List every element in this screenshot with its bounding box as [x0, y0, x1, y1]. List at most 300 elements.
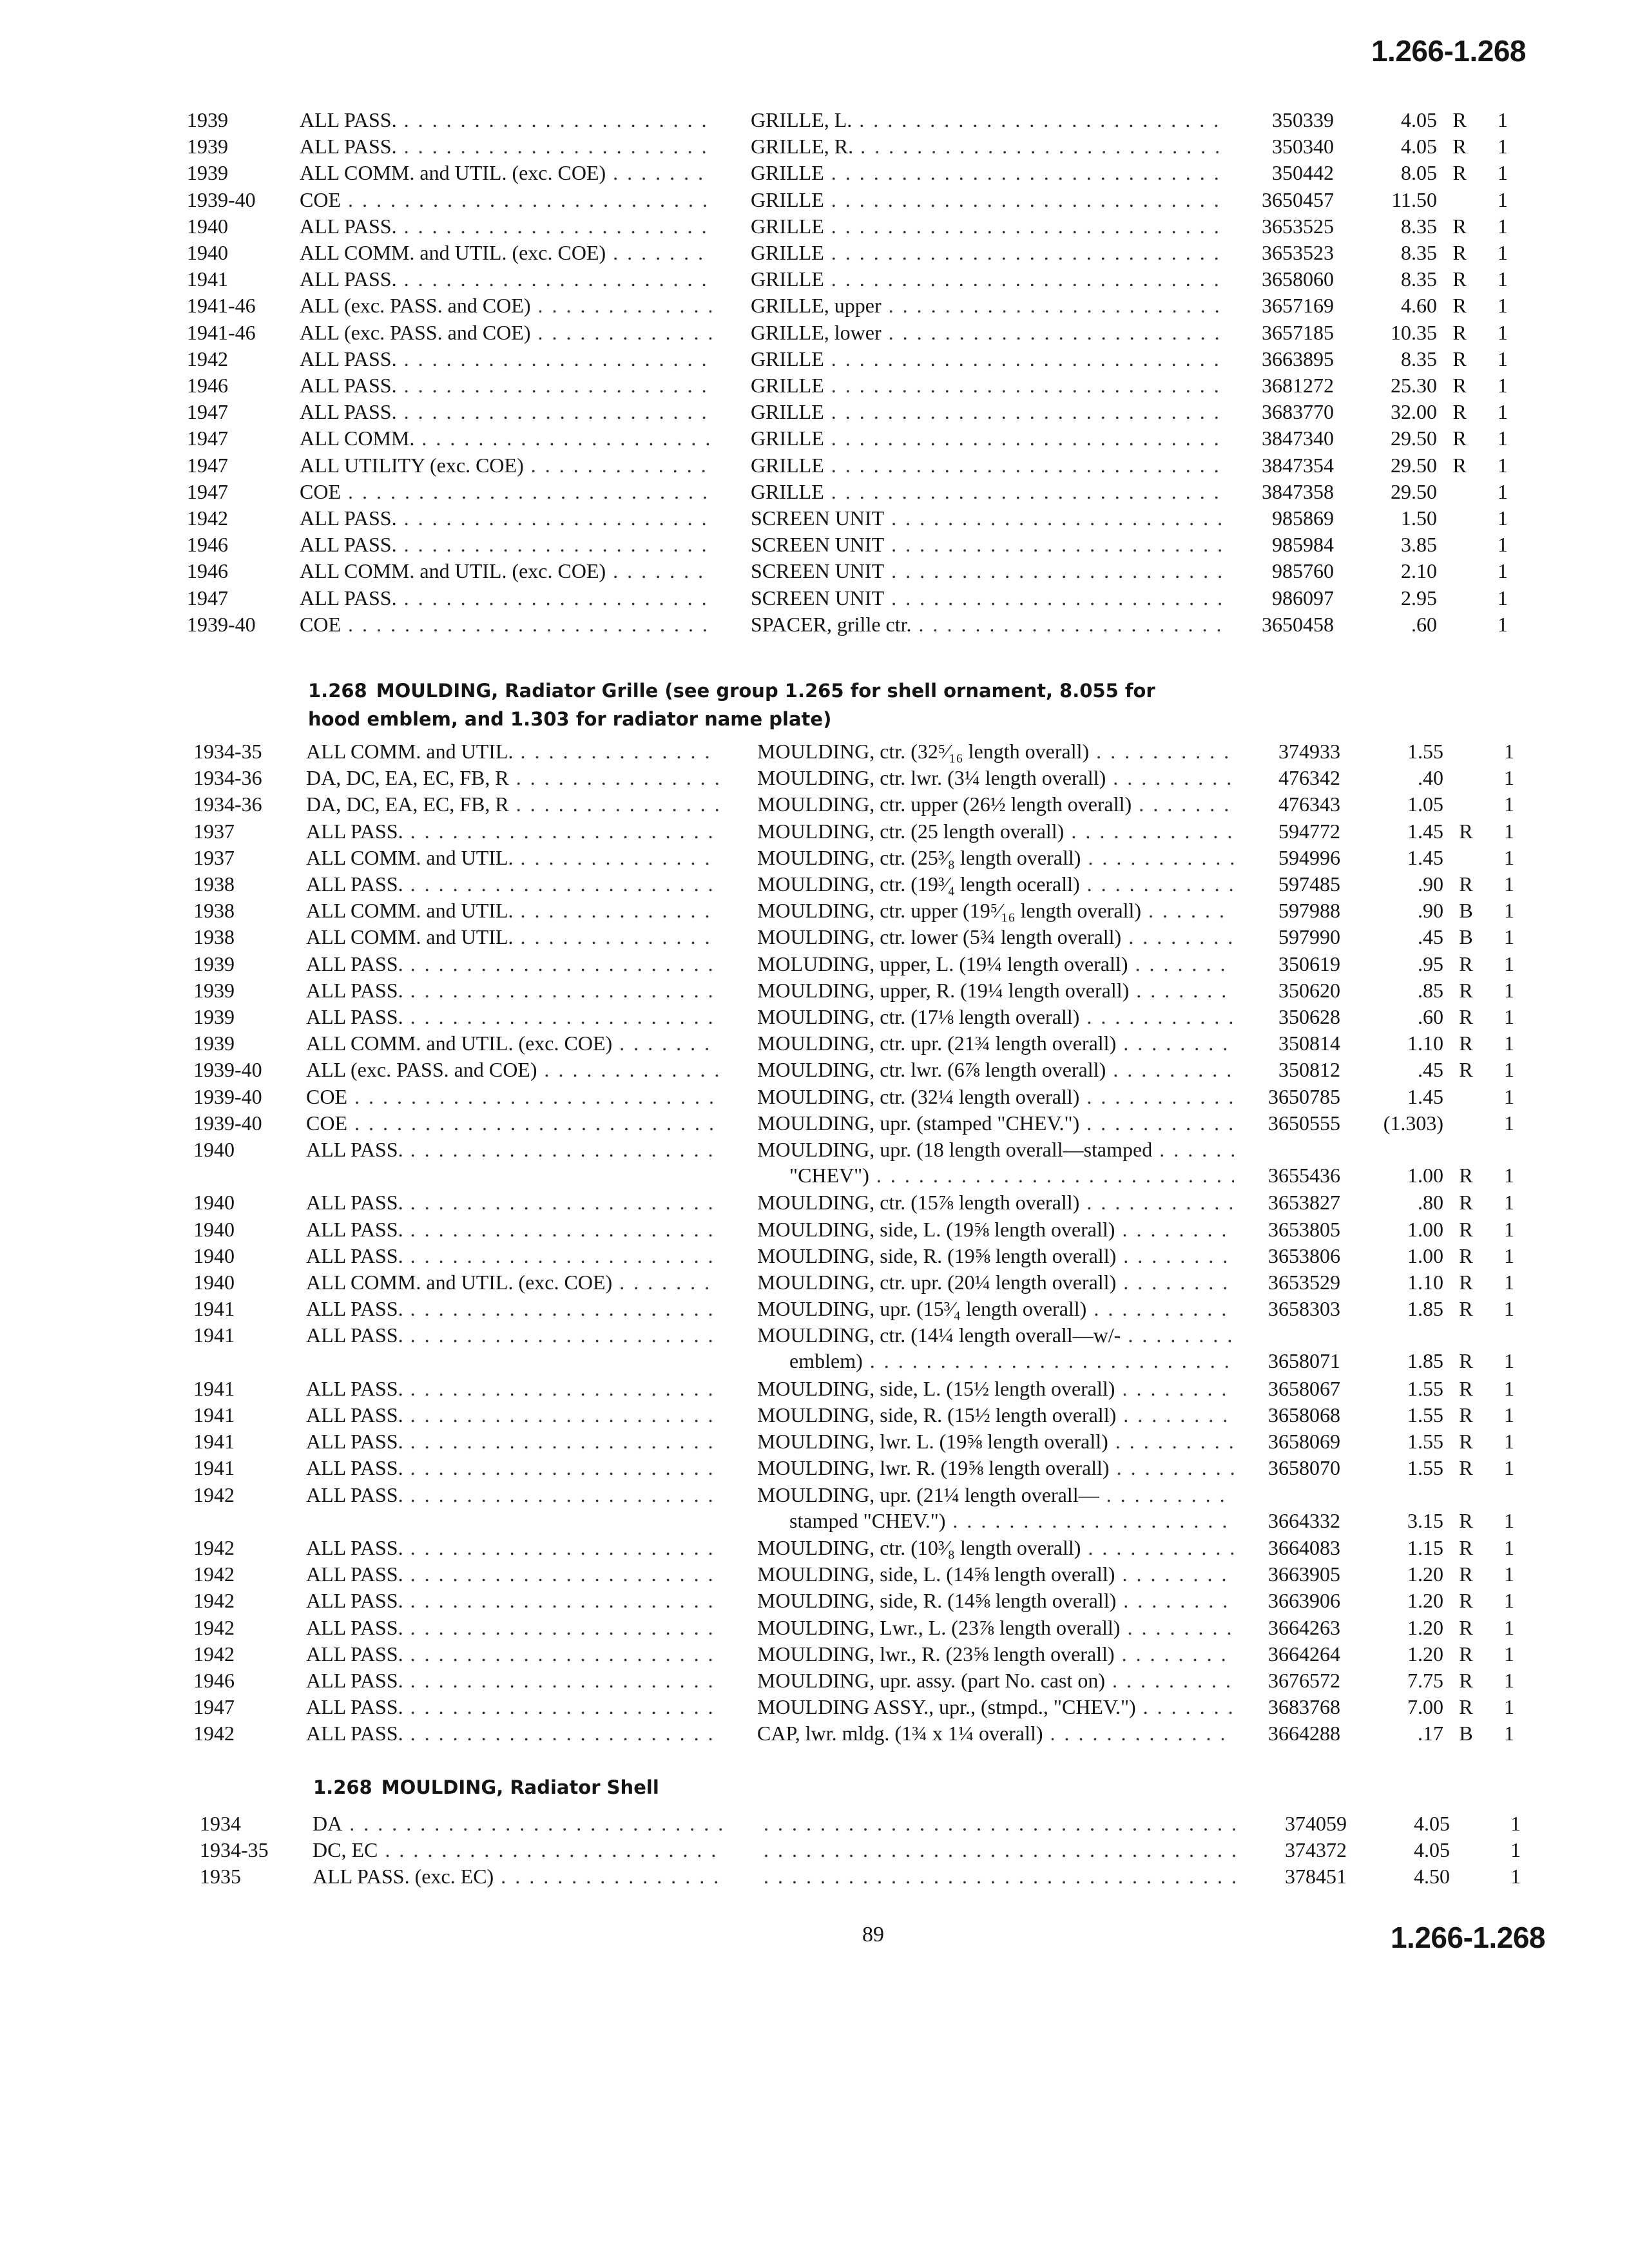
model-cell: ALL COMM. and UTIL. (exc. COE) . . .	[300, 559, 712, 583]
year-cell: 1941	[193, 1456, 235, 1480]
part-number-cell: 3681272	[1262, 374, 1334, 397]
table-row	[0, 135, 1547, 162]
table-row	[0, 347, 1547, 374]
model-cell: COE . . .	[306, 1111, 718, 1135]
part-number-cell: 3658069	[1268, 1430, 1340, 1454]
model-cell: ALL PASS. . . .	[306, 1403, 718, 1427]
part-number-cell: 350814	[1278, 1032, 1340, 1055]
year-cell: 1941-46	[187, 294, 256, 318]
price-cell: .17	[1418, 1722, 1443, 1745]
model-cell: ALL PASS. . . .	[300, 215, 712, 238]
quantity-cell: 1	[1504, 1164, 1514, 1187]
price-cell: 2.95	[1401, 586, 1437, 610]
quantity-cell: 1	[1504, 1271, 1514, 1294]
quantity-cell: 1	[1498, 347, 1508, 370]
table-row	[0, 374, 1547, 401]
part-number-cell: 3663906	[1268, 1589, 1340, 1613]
price-cell: 1.50	[1401, 506, 1437, 530]
code-cell: R	[1452, 267, 1467, 291]
year-cell: 1938	[193, 872, 235, 896]
quantity-cell: 1	[1504, 1589, 1514, 1613]
table-row	[6, 1456, 1553, 1483]
model-cell: ALL PASS. . . .	[306, 1616, 718, 1640]
quantity-cell: 1	[1504, 1508, 1514, 1532]
table-row	[0, 559, 1547, 586]
price-cell: 2.10	[1401, 559, 1437, 583]
quantity-cell: 1	[1504, 1244, 1514, 1267]
description-cell	[764, 1838, 1240, 1862]
price-cell: 3.15	[1407, 1508, 1443, 1532]
model-cell: ALL PASS. . . .	[306, 1669, 718, 1693]
part-number-cell: 3676572	[1268, 1669, 1340, 1692]
year-cell: 1940	[193, 1191, 235, 1215]
quantity-cell: 1	[1504, 1376, 1514, 1400]
part-number-cell: 594996	[1278, 845, 1340, 869]
price-cell: 1.20	[1407, 1589, 1443, 1613]
description-cell: MOULDING, Lwr., L. (23⅞ length overall) . . .	[757, 1616, 1234, 1640]
model-cell: ALL PASS. . . .	[306, 1456, 718, 1480]
quantity-cell: 1	[1498, 187, 1508, 211]
shell-moulding-heading	[313, 1773, 659, 1802]
price-cell: 1.10	[1407, 1271, 1443, 1294]
page-footer-code: 1.266-1.268	[1390, 1921, 1545, 1954]
price-cell: 1.10	[1407, 1032, 1443, 1055]
quantity-cell: 1	[1504, 1615, 1514, 1639]
price-cell: .45	[1418, 1058, 1443, 1082]
part-number-cell: 3650555	[1268, 1111, 1340, 1135]
part-number-cell: 985760	[1272, 559, 1334, 583]
quantity-cell: 1	[1498, 267, 1508, 291]
table-row	[0, 188, 1547, 215]
model-cell: ALL COMM. . . .	[300, 427, 712, 450]
model-cell: ALL PASS. . . .	[300, 586, 712, 610]
part-number-cell: 3658071	[1268, 1349, 1340, 1373]
price-cell: 4.05	[1401, 108, 1437, 131]
code-cell: B	[1459, 899, 1473, 923]
model-cell: ALL (exc. PASS. and COE) . . .	[306, 1058, 718, 1082]
model-cell: COE . . .	[300, 613, 712, 637]
quantity-cell: 1	[1504, 1403, 1514, 1427]
table-row	[0, 454, 1547, 481]
quantity-cell: 1	[1504, 1191, 1514, 1215]
year-cell: 1940	[193, 1244, 235, 1267]
table-row	[6, 952, 1553, 979]
model-cell: ALL PASS. . . .	[306, 952, 718, 976]
model-cell: ALL PASS. . . .	[306, 1642, 718, 1666]
quantity-cell: 1	[1504, 1349, 1514, 1373]
quantity-cell: 1	[1504, 1456, 1514, 1480]
description-cell: GRILLE . . .	[751, 480, 1228, 504]
year-cell: 1939	[187, 161, 228, 185]
price-cell: 1.00	[1407, 1164, 1443, 1187]
model-cell: ALL PASS. . . .	[306, 1430, 718, 1454]
part-number-cell: 3653525	[1262, 214, 1334, 238]
description-cell: MOULDING, ctr. lower (5¾ length overall) . . .	[757, 925, 1234, 949]
code-cell: R	[1459, 1456, 1473, 1480]
quantity-cell: 1	[1504, 899, 1514, 923]
part-number-cell: 3847340	[1262, 427, 1334, 450]
description-cell: MOULDING, upr. assy. (part No. cast on) . . .	[757, 1669, 1234, 1693]
quantity-cell: 1	[1498, 161, 1508, 185]
year-cell: 1941	[193, 1297, 235, 1321]
part-number-cell: 3664288	[1268, 1722, 1340, 1745]
model-cell: COE . . .	[300, 480, 712, 504]
year-cell: 1942	[193, 1589, 235, 1613]
model-cell: ALL PASS. . . .	[300, 400, 712, 424]
part-number-cell: 986097	[1272, 586, 1334, 610]
part-number-cell: 374933	[1278, 740, 1340, 763]
year-cell: 1941-46	[187, 320, 256, 344]
price-cell: 10.35	[1391, 320, 1437, 344]
quantity-cell: 1	[1504, 1297, 1514, 1321]
model-cell: ALL PASS. . . .	[306, 1377, 718, 1401]
price-cell: 8.05	[1401, 161, 1437, 185]
description-cell: MOULDING, ctr. upper (26½ length overall) . . .	[757, 793, 1234, 816]
price-cell: .80	[1418, 1191, 1443, 1215]
model-cell: ALL PASS. . . .	[306, 1722, 718, 1745]
description-cell: MOULDING, side, L. (14⅝ length overall) . . .	[757, 1562, 1234, 1586]
quantity-cell: 1	[1498, 135, 1508, 159]
code-cell: R	[1459, 1271, 1473, 1294]
year-cell: 1947	[187, 586, 228, 610]
page-header-code: 1.266-1.268	[1371, 34, 1526, 68]
year-cell: 1946	[193, 1669, 235, 1692]
description-cell: SCREEN UNIT . . .	[751, 533, 1228, 557]
description-cell: GRILLE . . .	[751, 241, 1228, 265]
part-number-cell: 350340	[1272, 135, 1334, 159]
model-cell: ALL PASS. . . .	[300, 347, 712, 371]
code-cell: R	[1459, 1164, 1473, 1187]
price-cell: 1.20	[1407, 1615, 1443, 1639]
model-cell: ALL PASS. . . .	[306, 1218, 718, 1242]
price-cell: 29.50	[1391, 453, 1437, 477]
code-cell: R	[1452, 135, 1467, 159]
table-row	[0, 161, 1547, 188]
quantity-cell: 1	[1498, 453, 1508, 477]
year-cell: 1940	[187, 214, 228, 238]
quantity-cell: 1	[1504, 766, 1514, 790]
part-number-cell: 350628	[1278, 1005, 1340, 1028]
model-cell: ALL PASS. . . .	[300, 135, 712, 159]
description-cell: MOULDING, upr. (stamped "CHEV.") . . .	[757, 1111, 1234, 1135]
code-cell: R	[1459, 1217, 1473, 1241]
table-row	[6, 1058, 1553, 1085]
model-cell: DA, DC, EA, EC, FB, R . . .	[306, 793, 718, 816]
table-row	[6, 899, 1553, 926]
table-row	[0, 533, 1547, 560]
code-cell: R	[1452, 320, 1467, 344]
description-cell: MOULDING, ctr. lwr. (3¼ length overall) . . .	[757, 766, 1234, 790]
part-number-cell: 3663895	[1262, 347, 1334, 370]
code-cell: R	[1459, 1615, 1473, 1639]
price-cell: 1.55	[1407, 1403, 1443, 1427]
model-cell: ALL PASS. . . .	[306, 1483, 718, 1507]
part-number-cell: 3658303	[1268, 1297, 1340, 1321]
model-cell: ALL PASS. . . .	[300, 374, 712, 398]
quantity-cell: 1	[1498, 400, 1508, 424]
description-cell: MOULDING, side, R. (14⅝ length overall) . . .	[757, 1589, 1234, 1613]
code-cell: R	[1452, 294, 1467, 318]
part-number-cell: 378451	[1285, 1865, 1347, 1888]
year-cell: 1934	[200, 1812, 241, 1835]
price-cell: 1.45	[1407, 845, 1443, 869]
code-cell: R	[1459, 1536, 1473, 1559]
part-number-cell: 350620	[1278, 978, 1340, 1002]
code-cell: R	[1459, 1032, 1473, 1055]
description-cell: MOULDING, upr. (21¼ length overall— . . .	[757, 1483, 1234, 1507]
code-cell: R	[1459, 1376, 1473, 1400]
year-cell: 1947	[187, 453, 228, 477]
price-cell: .45	[1418, 925, 1443, 949]
part-number-cell: 3657185	[1262, 320, 1334, 344]
description-cell: SCREEN UNIT . . .	[751, 506, 1228, 530]
table-row	[0, 400, 1547, 427]
code-cell: R	[1459, 1191, 1473, 1215]
code-cell: R	[1452, 347, 1467, 370]
model-cell: COE . . .	[300, 188, 712, 212]
group-number: 1.268	[313, 1776, 372, 1798]
part-number-cell: 3653827	[1268, 1191, 1340, 1215]
year-cell: 1934-35	[200, 1838, 269, 1862]
price-cell: 1.85	[1407, 1349, 1443, 1373]
quantity-cell: 1	[1510, 1838, 1521, 1862]
quantity-cell: 1	[1504, 845, 1514, 869]
model-cell: DA, DC, EA, EC, FB, R . . .	[306, 766, 718, 790]
table-row	[6, 1669, 1553, 1696]
price-cell: 8.35	[1401, 214, 1437, 238]
model-cell: ALL PASS. . . .	[306, 1589, 718, 1613]
price-cell: .90	[1418, 899, 1443, 923]
part-number-cell: 3658070	[1268, 1456, 1340, 1480]
year-cell: 1947	[187, 479, 228, 503]
code-cell: B	[1459, 1722, 1473, 1745]
code-cell: R	[1459, 1058, 1473, 1082]
code-cell: R	[1459, 1562, 1473, 1586]
model-cell: ALL PASS. . . .	[306, 1323, 718, 1347]
table-row	[6, 1244, 1553, 1271]
description-cell: MOULDING, ctr. upper (19⁵⁄₁₆ length overall) . . .	[757, 899, 1234, 923]
table-row	[6, 1430, 1553, 1457]
description-cell: MOULDING, side, L. (15½ length overall) . . .	[757, 1377, 1234, 1401]
description-cell: MOULDING, ctr. (25 length overall) . . .	[757, 820, 1234, 843]
table-row	[6, 1005, 1553, 1032]
quantity-cell: 1	[1498, 374, 1508, 397]
year-cell: 1939-40	[187, 187, 256, 211]
description-cell: MOULDING, side, R. (15½ length overall) . . .	[757, 1403, 1234, 1427]
quantity-cell: 1	[1498, 506, 1508, 530]
price-cell: 1.05	[1407, 793, 1443, 816]
code-cell: R	[1459, 1669, 1473, 1692]
year-cell: 1939	[187, 135, 228, 159]
year-cell: 1939	[193, 978, 235, 1002]
year-cell: 1937	[193, 819, 235, 843]
part-number-cell: 350442	[1272, 161, 1334, 185]
description-cell: GRILLE . . .	[751, 215, 1228, 238]
quantity-cell: 1	[1504, 1695, 1514, 1719]
quantity-cell: 1	[1504, 952, 1514, 975]
part-number-cell: 374372	[1285, 1838, 1347, 1862]
description-cell: MOULDING, upper, R. (19¼ length overall) . . .	[757, 979, 1234, 1003]
quantity-cell: 1	[1504, 740, 1514, 763]
quantity-cell: 1	[1504, 1562, 1514, 1586]
part-number-cell: 3657169	[1262, 294, 1334, 318]
page-number: 89	[862, 1923, 884, 1946]
part-number-cell: 350619	[1278, 952, 1340, 975]
table-row	[13, 1838, 1559, 1865]
description-cell: GRILLE, lower . . .	[751, 321, 1228, 345]
model-cell: DC, EC . . .	[313, 1838, 725, 1862]
table-row	[6, 846, 1553, 873]
quantity-cell: 1	[1504, 1058, 1514, 1082]
model-cell: ALL PASS. . . .	[306, 1244, 718, 1268]
description-cell: MOULDING, ctr. (15⅞ length overall) . . .	[757, 1191, 1234, 1215]
price-cell: 7.75	[1407, 1669, 1443, 1692]
price-cell: 1.55	[1407, 1456, 1443, 1480]
description-cell: MOULDING ASSY., upr., (stmpd., "CHEV.") . . .	[757, 1695, 1234, 1719]
description-cell: MOULDING, ctr. (14¼ length overall—w/- . . .	[757, 1323, 1234, 1347]
quantity-cell: 1	[1498, 214, 1508, 238]
year-cell: 1938	[193, 899, 235, 923]
description-cell: GRILLE . . .	[751, 454, 1228, 477]
table-row	[6, 925, 1553, 952]
table-row	[0, 267, 1547, 294]
code-cell: R	[1459, 978, 1473, 1002]
model-cell: ALL COMM. and UTIL. (exc. COE) . . .	[300, 161, 712, 185]
code-cell: R	[1459, 1430, 1473, 1454]
description-cell: MOULDING, ctr. (17⅛ length overall) . . .	[757, 1005, 1234, 1029]
price-cell: 29.50	[1391, 479, 1437, 503]
year-cell: 1941	[193, 1323, 235, 1347]
table-row	[6, 1271, 1553, 1298]
year-cell: 1941	[193, 1376, 235, 1400]
price-cell: 1.20	[1407, 1562, 1443, 1586]
part-number-cell: 3658068	[1268, 1403, 1340, 1427]
price-cell: .95	[1418, 952, 1443, 975]
description-cell: GRILLE . . .	[751, 267, 1228, 291]
price-cell: 1.20	[1407, 1642, 1443, 1666]
table-row	[6, 979, 1553, 1006]
price-cell: 8.35	[1401, 241, 1437, 264]
part-number-cell: 374059	[1285, 1812, 1347, 1835]
table-row	[0, 241, 1547, 268]
description-cell: MOULDING, ctr. (32⁵⁄₁₆ length overall) . . .	[757, 740, 1234, 764]
code-cell: R	[1452, 374, 1467, 397]
price-cell: 4.05	[1414, 1838, 1450, 1862]
quantity-cell: 1	[1498, 241, 1508, 264]
year-cell: 1947	[187, 400, 228, 424]
table-row	[6, 1403, 1553, 1430]
description-cell: GRILLE . . .	[751, 374, 1228, 398]
table-row	[6, 1589, 1553, 1616]
description-cell: MOULDING, ctr. (32¼ length overall) . . .	[757, 1085, 1234, 1109]
year-cell: 1938	[193, 925, 235, 949]
code-cell: R	[1459, 1349, 1473, 1373]
quantity-cell: 1	[1504, 1669, 1514, 1692]
price-cell: .60	[1411, 612, 1437, 636]
table-row	[6, 1323, 1553, 1373]
quantity-cell: 1	[1504, 1722, 1514, 1745]
quantity-cell: 1	[1510, 1865, 1521, 1888]
model-cell: ALL PASS. . . .	[300, 533, 712, 557]
table-row	[6, 1032, 1553, 1059]
year-cell: 1934-36	[193, 766, 262, 790]
quantity-cell: 1	[1504, 978, 1514, 1002]
group-title-line1: MOULDING, Radiator Grille (see group 1.265 for shell ornament, 8.055 for	[376, 680, 1155, 702]
code-cell: R	[1452, 400, 1467, 424]
part-number-cell: 3653806	[1268, 1244, 1340, 1267]
quantity-cell: 1	[1504, 1111, 1514, 1135]
description-cell: MOULDING, ctr. (19³⁄₄ length ocerall) . . .	[757, 872, 1234, 896]
part-number-cell: 476343	[1278, 793, 1340, 816]
part-number-cell: 3655436	[1268, 1164, 1340, 1187]
table-row	[6, 1483, 1553, 1532]
year-cell: 1941	[193, 1430, 235, 1454]
part-number-cell: 3664332	[1268, 1508, 1340, 1532]
year-cell: 1942	[193, 1483, 235, 1506]
part-number-cell: 3653529	[1268, 1271, 1340, 1294]
price-cell: 1.00	[1407, 1217, 1443, 1241]
table-row	[0, 480, 1547, 507]
part-number-cell: 985869	[1272, 506, 1334, 530]
model-cell: ALL COMM. and UTIL. . . .	[306, 846, 718, 870]
model-cell: ALL COMM. and UTIL. . . .	[306, 740, 718, 764]
year-cell: 1940	[193, 1217, 235, 1241]
year-cell: 1935	[200, 1865, 241, 1888]
price-cell: 4.05	[1414, 1812, 1450, 1835]
table-row	[6, 740, 1553, 767]
part-number-cell: 985984	[1272, 533, 1334, 557]
model-cell: ALL UTILITY (exc. COE) . . .	[300, 454, 712, 477]
quantity-cell: 1	[1498, 533, 1508, 557]
description-cell	[764, 1812, 1240, 1836]
year-cell: 1940	[193, 1271, 235, 1294]
year-cell: 1940	[187, 241, 228, 264]
description-cell: GRILLE . . .	[751, 400, 1228, 424]
part-number-cell: 3650785	[1268, 1084, 1340, 1108]
description-cell: GRILLE . . .	[751, 188, 1228, 212]
quantity-cell: 1	[1504, 819, 1514, 843]
price-cell: 11.50	[1391, 187, 1437, 211]
table-row	[0, 108, 1547, 135]
code-cell: R	[1459, 1695, 1473, 1719]
code-cell: R	[1459, 819, 1473, 843]
description-cell: MOULDING, lwr., R. (23⅝ length overall) . . .	[757, 1642, 1234, 1666]
price-cell: 4.05	[1401, 135, 1437, 159]
model-cell: ALL COMM. and UTIL. (exc. COE) . . .	[300, 241, 712, 265]
code-cell: R	[1452, 427, 1467, 450]
description-cell: GRILLE . . .	[751, 161, 1228, 185]
part-number-cell: 3650457	[1262, 187, 1334, 211]
price-cell: 1.55	[1407, 740, 1443, 763]
description-cell: MOULDING, side, L. (19⅝ length overall) . . .	[757, 1218, 1234, 1242]
part-number-cell: 3653805	[1268, 1217, 1340, 1241]
price-cell: 1.00	[1407, 1244, 1443, 1267]
year-cell: 1939	[193, 952, 235, 975]
part-number-cell: 597988	[1278, 899, 1340, 923]
table-row	[0, 506, 1547, 533]
part-number-cell: 476342	[1278, 766, 1340, 790]
price-cell: 1.85	[1407, 1297, 1443, 1321]
table-row	[6, 1085, 1553, 1112]
description-cell: MOULDING, lwr. L. (19⅝ length overall) . . .	[757, 1430, 1234, 1454]
quantity-cell: 1	[1504, 1084, 1514, 1108]
description-continuation: "CHEV") . . .	[789, 1164, 1234, 1187]
quantity-cell: 1	[1498, 320, 1508, 344]
price-cell: 4.60	[1401, 294, 1437, 318]
quantity-cell: 1	[1498, 108, 1508, 131]
price-cell: 8.35	[1401, 267, 1437, 291]
model-cell: ALL PASS. . . .	[306, 820, 718, 843]
